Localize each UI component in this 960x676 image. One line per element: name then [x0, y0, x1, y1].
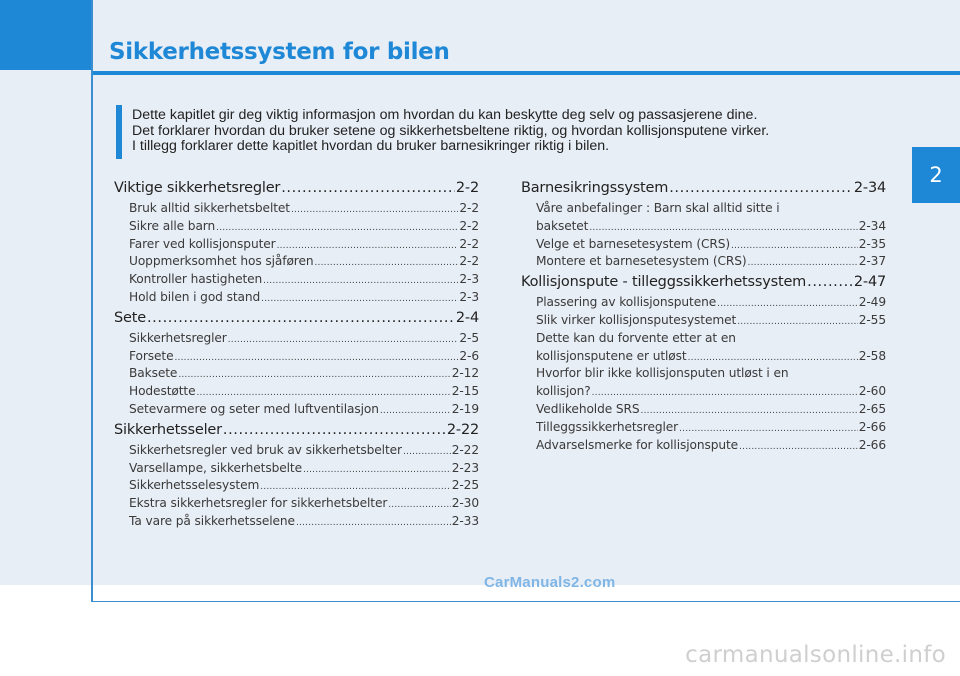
toc-item[interactable]: Sikkerhetsselesystem ..... 2-25: [114, 478, 479, 496]
toc-section-viktige-sikkerhetsregler[interactable]: Viktige sikkerhetsregler ..... 2-2: [114, 180, 479, 201]
toc-item[interactable]: Hold bilen i god stand ..... 2-3: [114, 290, 479, 308]
toc-item[interactable]: baksetet ..... 2-34: [521, 219, 886, 237]
toc-section-barnesikringssystem[interactable]: Barnesikringssystem ..... 2-34: [521, 180, 886, 201]
toc-item[interactable]: Sikre alle barn ..... 2-2: [114, 219, 479, 237]
toc-item[interactable]: Ta vare på sikkerhetsselene ..... 2-33: [114, 514, 479, 532]
toc-item[interactable]: Ekstra sikkerhetsregler for sikkerhetsbelter ..... 2-30: [114, 496, 479, 514]
toc-item[interactable]: Uoppmerksomhet hos sjåføren ..... 2-2: [114, 254, 479, 272]
toc-section-kollisjonspute[interactable]: Kollisjonspute - tilleggssikkerhetssystem ..... 2-47: [521, 274, 886, 295]
toc-item[interactable]: Vedlikeholde SRS ..... 2-65: [521, 402, 886, 420]
toc-item[interactable]: Montere et barnesetesystem (CRS) ..... 2-37: [521, 254, 886, 272]
left-margin-rule: [91, 0, 93, 602]
toc-item[interactable]: Plassering av kollisjonsputene ..... 2-49: [521, 295, 886, 313]
intro-text: [132, 108, 884, 155]
toc-item[interactable]: Velge et barnesetesystem (CRS) ..... 2-35: [521, 237, 886, 255]
page-title: Sikkerhetssystem for bilen: [109, 39, 450, 65]
toc-item[interactable]: Setevarmere og seter med luftventilasjon ..... 2-19: [114, 402, 479, 420]
corner-block: [0, 0, 91, 70]
toc-item[interactable]: Tilleggssikkerhetsregler ..... 2-66: [521, 420, 886, 438]
toc-right-column: [521, 178, 886, 455]
toc-item[interactable]: Sikkerhetsregler ..... 2-5: [114, 331, 479, 349]
toc-item-wrapped-line[interactable]: Dette kan du forvente etter at en: [536, 330, 736, 345]
intro-line: Dette kapitlet gir deg viktig informasjon om hvordan du kan beskytte deg selv og passasjerene dine.: [132, 107, 758, 123]
toc-item[interactable]: Baksete ..... 2-12: [114, 366, 479, 384]
toc-item-wrapped-line[interactable]: Hvorfor blir ikke kollisjonsputen utløst i en: [536, 366, 789, 381]
toc-section-sikkerhetsseler[interactable]: Sikkerhetsseler ..... 2-22: [114, 422, 479, 443]
toc-item[interactable]: Varsellampe, sikkerhetsbelte ..... 2-23: [114, 461, 479, 479]
carmanuals-watermark: CarManuals2.com: [484, 574, 616, 591]
toc-item[interactable]: Farer ved kollisjonsputer ..... 2-2: [114, 237, 479, 255]
bottom-rule: [93, 601, 960, 602]
toc-item[interactable]: Slik virker kollisjonsputesystemet ..... 2-55: [521, 313, 886, 331]
toc-item[interactable]: kollisjonsputene er utløst ..... 2-58: [521, 349, 886, 367]
footer-watermark: carmanualsonline.info: [685, 642, 946, 668]
title-underline: [93, 71, 960, 75]
toc-item[interactable]: Forsete ..... 2-6: [114, 349, 479, 367]
toc-item[interactable]: Advarselsmerke for kollisjonspute ..... 2-66: [521, 438, 886, 456]
intro-line: I tillegg forklarer dette kapitlet hvordan du bruker barnesikringer riktig i bilen.: [132, 138, 610, 154]
intro-line: Det forklarer hvordan du bruker setene og sikkerhetsbeltene riktig, og hvordan kollisjonsputene virker.: [132, 122, 770, 139]
chapter-tab[interactable]: 2: [912, 147, 960, 203]
toc-left-column: [114, 178, 479, 532]
intro-accent-bar: [116, 105, 122, 159]
toc-item[interactable]: Bruk alltid sikkerhetsbeltet ..... 2-2: [114, 201, 479, 219]
toc-item[interactable]: Kontroller hastigheten ..... 2-3: [114, 272, 479, 290]
toc-section-sete[interactable]: Sete ..... 2-4: [114, 310, 479, 331]
toc-item[interactable]: Sikkerhetsregler ved bruk av sikkerhetsbelter ..... 2-22: [114, 443, 479, 461]
toc-item-wrapped-line[interactable]: Våre anbefalinger : Barn skal alltid sitte i: [536, 201, 780, 215]
toc-item[interactable]: kollisjon? ..... 2-60: [521, 384, 886, 402]
toc-item[interactable]: Hodestøtte ..... 2-15: [114, 384, 479, 402]
